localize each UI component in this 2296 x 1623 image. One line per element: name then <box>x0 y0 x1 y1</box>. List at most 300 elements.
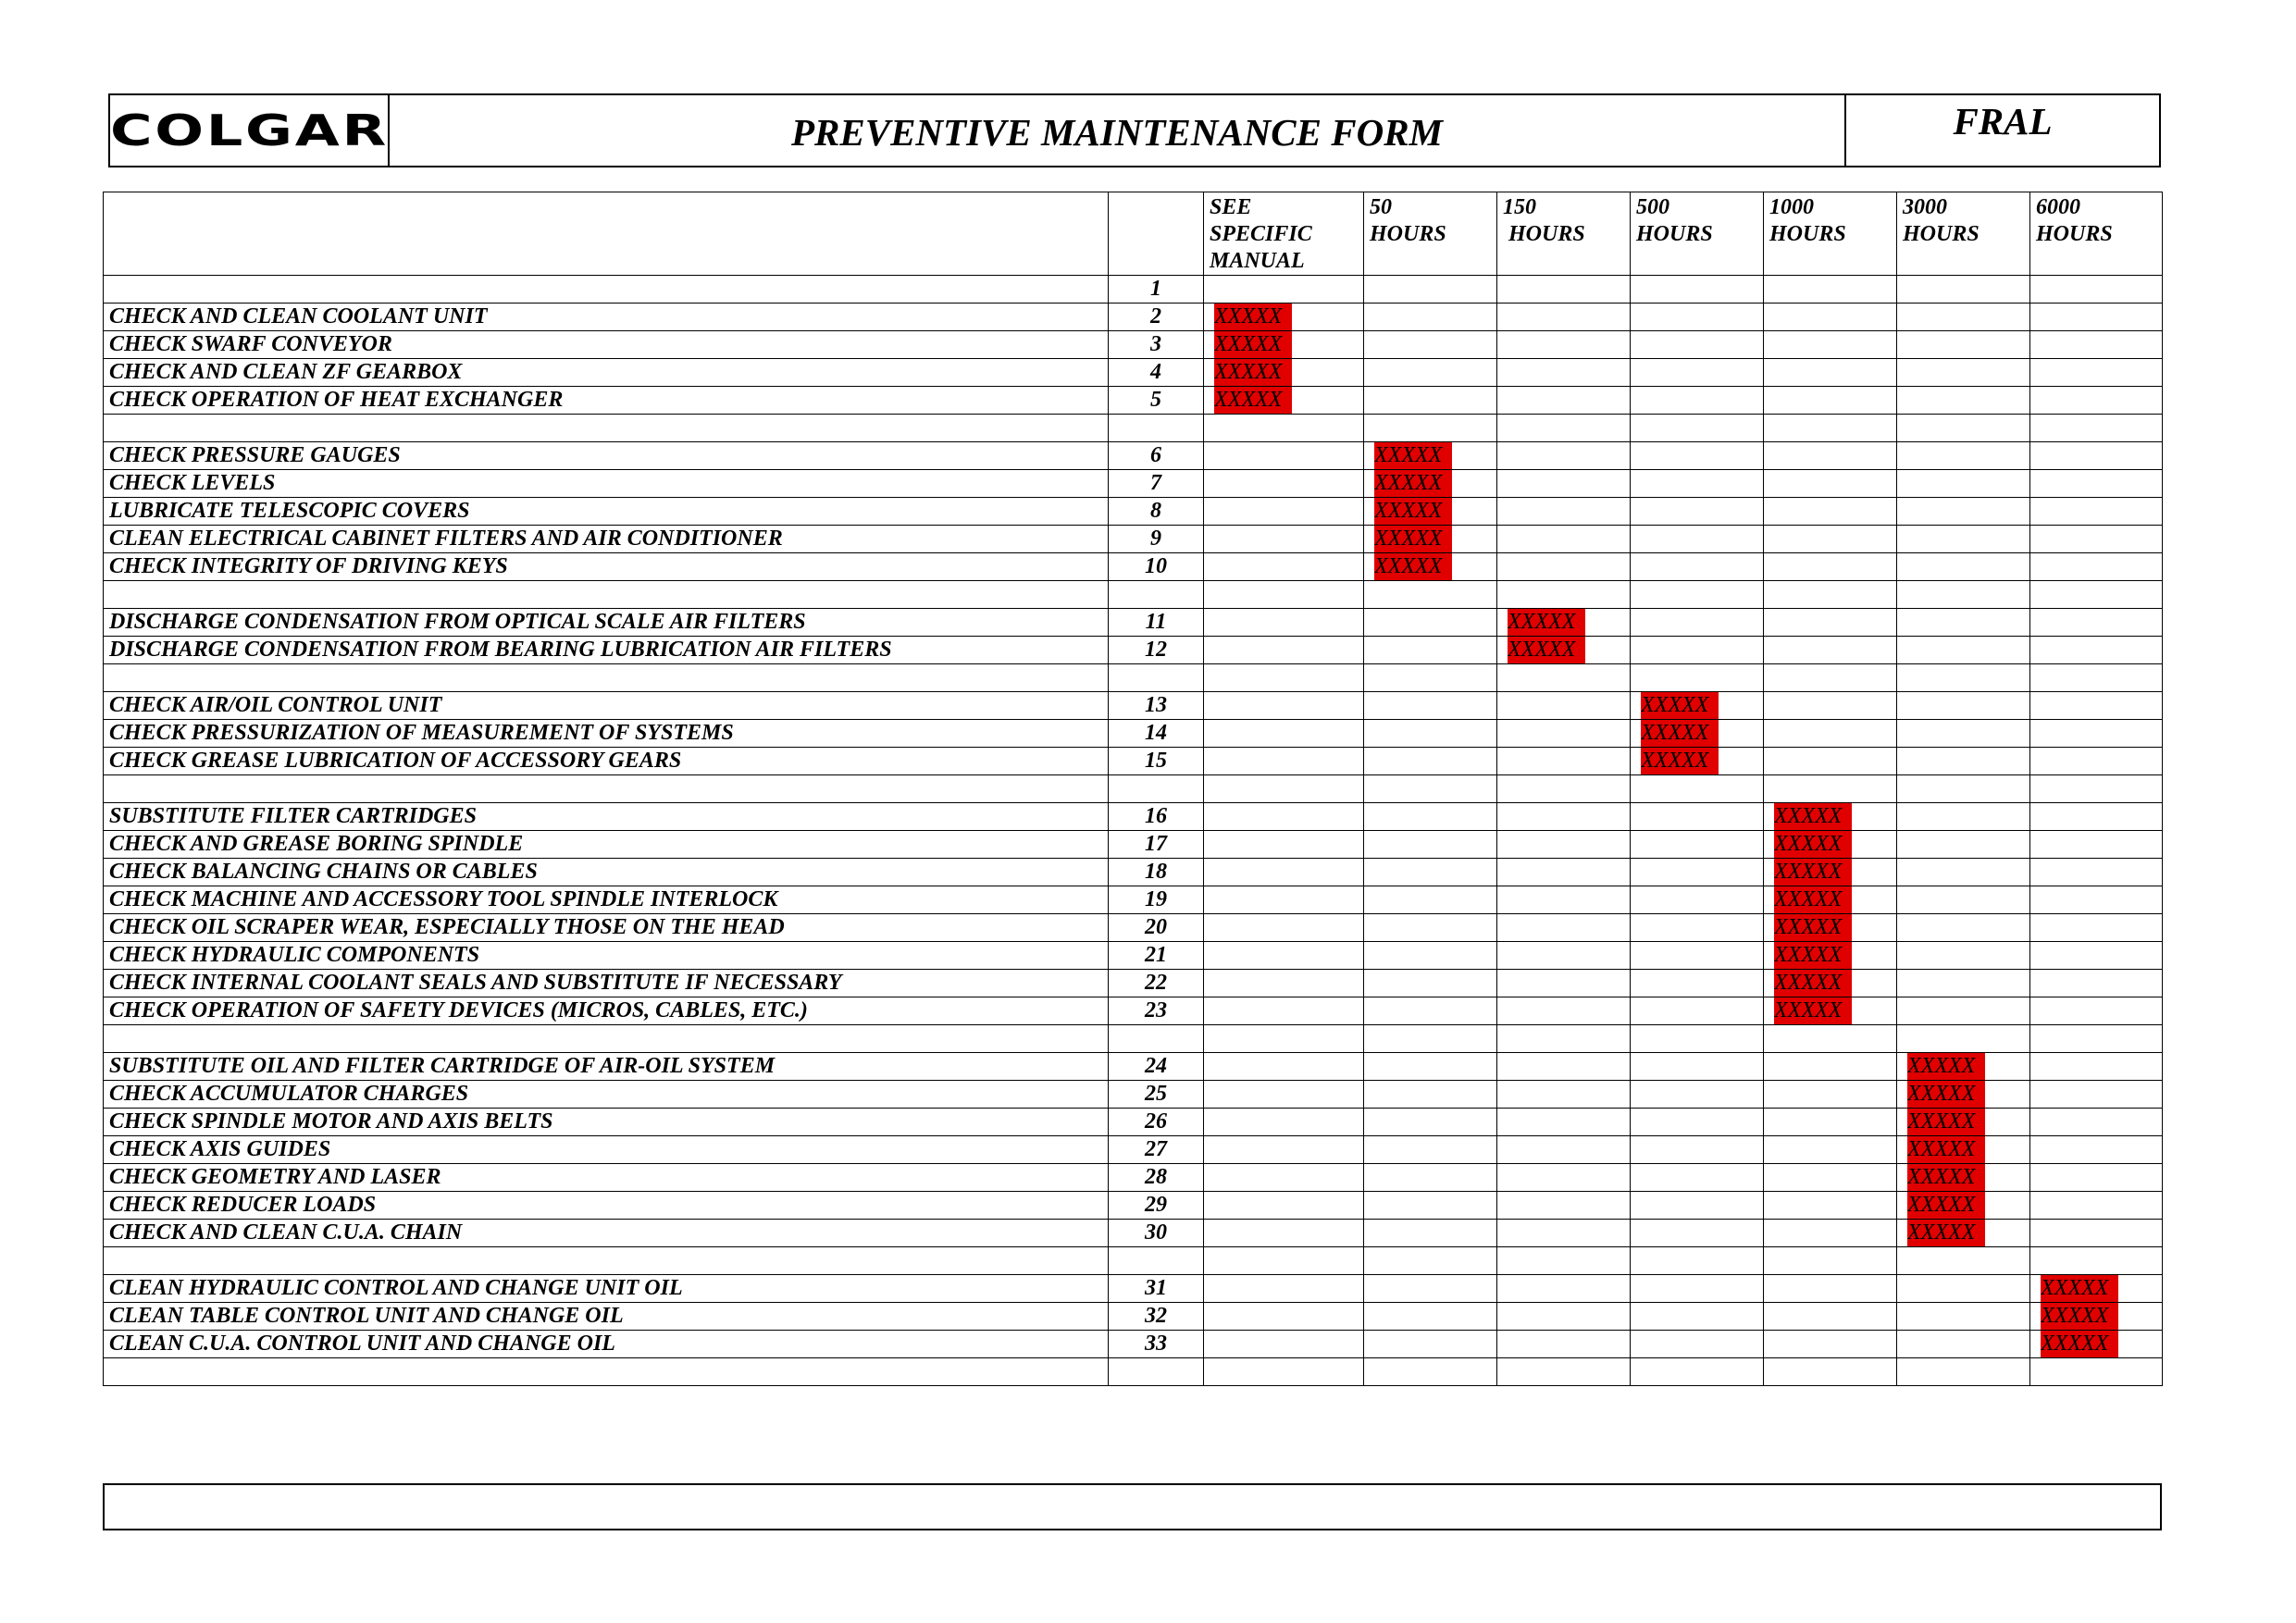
task-description: CHECK OPERATION OF HEAT EXCHANGER <box>104 387 1109 415</box>
schedule-cell <box>1764 1081 1897 1109</box>
schedule-cell <box>1204 442 1364 470</box>
schedule-cell <box>1364 803 1497 831</box>
schedule-cell <box>1204 970 1364 997</box>
schedule-cell <box>1764 997 1897 1025</box>
schedule-cell <box>2030 1136 2163 1164</box>
schedule-cell <box>1631 803 1764 831</box>
schedule-cell <box>1897 970 2030 997</box>
task-number: 20 <box>1109 914 1204 942</box>
schedule-cell <box>1897 442 2030 470</box>
table-row <box>104 692 2163 720</box>
task-description: CHECK AND CLEAN COOLANT UNIT <box>104 304 1109 331</box>
schedule-cell <box>1631 526 1764 553</box>
task-description <box>104 1247 1109 1275</box>
schedule-cell <box>1897 1081 2030 1109</box>
schedule-cell <box>1631 415 1764 442</box>
schedule-cell <box>1631 831 1764 859</box>
schedule-cell <box>1364 637 1497 664</box>
schedule-cell <box>1897 1247 2030 1275</box>
table-row <box>104 803 2163 831</box>
task-number: 4 <box>1109 359 1204 387</box>
task-description <box>104 415 1109 442</box>
schedule-cell <box>1897 498 2030 526</box>
schedule-cell <box>1764 1303 1897 1331</box>
schedule-cell <box>1364 1081 1497 1109</box>
schedule-cell <box>2030 831 2163 859</box>
schedule-cell <box>1764 526 1897 553</box>
schedule-cell <box>1497 1303 1631 1331</box>
schedule-cell <box>1764 831 1897 859</box>
schedule-cell <box>1364 1164 1497 1192</box>
task-number <box>1109 664 1204 692</box>
schedule-mark: XXXXX <box>2041 1331 2118 1357</box>
schedule-cell <box>1764 609 1897 637</box>
column-header-3000h <box>1897 192 2030 276</box>
task-number: 3 <box>1109 331 1204 359</box>
schedule-cell <box>1497 304 1631 331</box>
schedule-cell <box>2030 442 2163 470</box>
task-number: 31 <box>1109 1275 1204 1303</box>
schedule-cell <box>1631 359 1764 387</box>
schedule-cell <box>1364 942 1497 970</box>
schedule-mark: XXXXX <box>1214 331 1292 358</box>
schedule-cell <box>1204 859 1364 886</box>
schedule-cell <box>2030 942 2163 970</box>
task-number: 16 <box>1109 803 1204 831</box>
task-description: DISCHARGE CONDENSATION FROM OPTICAL SCALE AIR FILTERS <box>104 609 1109 637</box>
task-number: 21 <box>1109 942 1204 970</box>
schedule-cell <box>1497 498 1631 526</box>
table-row <box>104 1109 2163 1136</box>
task-number: 23 <box>1109 997 1204 1025</box>
schedule-mark: XXXXX <box>1374 470 1452 497</box>
schedule-cell <box>1897 637 2030 664</box>
schedule-cell <box>1631 1109 1764 1136</box>
schedule-cell <box>1764 359 1897 387</box>
schedule-cell <box>1631 1025 1764 1053</box>
schedule-cell <box>1631 1220 1764 1247</box>
schedule-cell <box>1897 470 2030 498</box>
schedule-cell <box>2030 970 2163 997</box>
schedule-cell <box>1204 775 1364 803</box>
schedule-cell <box>1364 886 1497 914</box>
task-number <box>1109 775 1204 803</box>
schedule-cell <box>1897 415 2030 442</box>
task-description: CHECK AND CLEAN ZF GEARBOX <box>104 359 1109 387</box>
task-number: 25 <box>1109 1081 1204 1109</box>
schedule-cell <box>1764 1247 1897 1275</box>
schedule-cell <box>2030 331 2163 359</box>
task-description: CLEAN TABLE CONTROL UNIT AND CHANGE OIL <box>104 1303 1109 1331</box>
schedule-cell <box>1897 859 2030 886</box>
task-description: CHECK INTERNAL COOLANT SEALS AND SUBSTITUTE IF NECESSARY <box>104 970 1109 997</box>
schedule-cell <box>1364 1331 1497 1358</box>
schedule-cell <box>1764 1136 1897 1164</box>
schedule-cell <box>1204 692 1364 720</box>
spacer-row <box>104 1358 2163 1386</box>
schedule-cell <box>1631 1247 1764 1275</box>
schedule-cell <box>2030 359 2163 387</box>
schedule-cell <box>1897 775 2030 803</box>
column-header-line: 150 <box>1503 195 1536 219</box>
schedule-cell <box>1364 748 1497 775</box>
schedule-cell <box>1497 387 1631 415</box>
table-row <box>104 1053 2163 1081</box>
task-description: CHECK ACCUMULATOR CHARGES <box>104 1081 1109 1109</box>
schedule-cell <box>1204 1109 1364 1136</box>
schedule-cell <box>1364 1275 1497 1303</box>
schedule-cell <box>1364 415 1497 442</box>
schedule-cell <box>1764 886 1897 914</box>
column-header-line: 6000 <box>2036 195 2080 219</box>
table-row <box>104 442 2163 470</box>
schedule-cell <box>1364 859 1497 886</box>
table-row <box>104 831 2163 859</box>
task-number: 19 <box>1109 886 1204 914</box>
schedule-cell <box>1897 803 2030 831</box>
task-description: DISCHARGE CONDENSATION FROM BEARING LUBRICATION AIR FILTERS <box>104 637 1109 664</box>
schedule-cell <box>1897 359 2030 387</box>
schedule-mark: XXXXX <box>1374 498 1452 525</box>
schedule-cell <box>1364 775 1497 803</box>
schedule-cell <box>1631 886 1764 914</box>
schedule-cell <box>1897 831 2030 859</box>
title-cell <box>390 95 1844 166</box>
schedule-mark: XXXXX <box>1774 970 1852 997</box>
schedule-cell <box>1897 1192 2030 1220</box>
schedule-cell <box>1364 581 1497 609</box>
schedule-cell <box>1364 498 1497 526</box>
column-header-1000h <box>1764 192 1897 276</box>
schedule-cell <box>1364 331 1497 359</box>
table-row <box>104 748 2163 775</box>
schedule-cell <box>1497 1053 1631 1081</box>
task-description <box>104 1025 1109 1053</box>
schedule-cell <box>2030 1192 2163 1220</box>
task-number: 2 <box>1109 304 1204 331</box>
number-header <box>1109 192 1204 276</box>
schedule-cell <box>1364 831 1497 859</box>
table-row <box>104 720 2163 748</box>
table-row <box>104 1220 2163 1247</box>
schedule-cell <box>1497 1109 1631 1136</box>
schedule-cell <box>1364 1136 1497 1164</box>
task-description: CHECK PRESSURE GAUGES <box>104 442 1109 470</box>
schedule-mark: XXXXX <box>2041 1275 2118 1302</box>
schedule-mark: XXXXX <box>1907 1220 1985 1246</box>
schedule-cell <box>2030 498 2163 526</box>
schedule-mark: XXXXX <box>1641 692 1719 719</box>
task-number <box>1109 1025 1204 1053</box>
schedule-cell <box>1764 637 1897 664</box>
column-header-150h <box>1497 192 1631 276</box>
schedule-cell <box>1897 1164 2030 1192</box>
schedule-cell <box>1764 1275 1897 1303</box>
schedule-cell <box>2030 692 2163 720</box>
table-row <box>104 1136 2163 1164</box>
schedule-cell <box>1631 720 1764 748</box>
footer-box <box>103 1483 2162 1530</box>
schedule-cell <box>1204 1192 1364 1220</box>
schedule-cell <box>1631 1358 1764 1386</box>
logo-cell <box>110 95 390 166</box>
task-number: 6 <box>1109 442 1204 470</box>
schedule-cell <box>1764 1025 1897 1053</box>
schedule-cell <box>2030 1109 2163 1136</box>
schedule-cell <box>1364 1053 1497 1081</box>
schedule-cell <box>1897 387 2030 415</box>
task-description: CHECK PRESSURIZATION OF MEASUREMENT OF SYSTEMS <box>104 720 1109 748</box>
schedule-cell <box>1631 664 1764 692</box>
schedule-cell <box>1631 581 1764 609</box>
schedule-cell <box>1204 581 1364 609</box>
schedule-cell <box>1364 914 1497 942</box>
schedule-cell <box>1897 1275 2030 1303</box>
schedule-cell <box>1764 692 1897 720</box>
schedule-cell <box>2030 553 2163 581</box>
schedule-cell <box>1631 775 1764 803</box>
table-row <box>104 637 2163 664</box>
schedule-cell <box>1897 304 2030 331</box>
table-row <box>104 304 2163 331</box>
schedule-mark: XXXXX <box>1774 997 1852 1024</box>
schedule-cell <box>1204 609 1364 637</box>
schedule-cell <box>1897 1025 2030 1053</box>
column-header-line: HOURS <box>1370 222 1446 246</box>
schedule-cell <box>1631 1303 1764 1331</box>
task-description: CHECK BALANCING CHAINS OR CABLES <box>104 859 1109 886</box>
schedule-cell <box>1764 1220 1897 1247</box>
schedule-cell <box>2030 1358 2163 1386</box>
task-rows <box>104 276 2163 1386</box>
schedule-mark: XXXXX <box>1907 1136 1985 1163</box>
column-header-line: HOURS <box>1503 222 1585 246</box>
schedule-cell <box>1631 1053 1764 1081</box>
schedule-cell <box>1897 1303 2030 1331</box>
schedule-cell <box>1631 387 1764 415</box>
schedule-cell <box>1204 498 1364 526</box>
spacer-row <box>104 276 2163 304</box>
schedule-cell <box>1631 1192 1764 1220</box>
schedule-mark: XXXXX <box>1374 553 1452 580</box>
column-header-line: HOURS <box>1903 222 1980 246</box>
schedule-cell <box>1364 1220 1497 1247</box>
task-number: 30 <box>1109 1220 1204 1247</box>
schedule-cell <box>1497 526 1631 553</box>
schedule-cell <box>1497 1358 1631 1386</box>
schedule-cell <box>1364 1192 1497 1220</box>
schedule-cell <box>2030 1053 2163 1081</box>
task-description: CHECK SPINDLE MOTOR AND AXIS BELTS <box>104 1109 1109 1136</box>
schedule-cell <box>1497 415 1631 442</box>
schedule-cell <box>1497 1025 1631 1053</box>
schedule-cell <box>1631 859 1764 886</box>
schedule-cell <box>2030 664 2163 692</box>
task-description: SUBSTITUTE OIL AND FILTER CARTRIDGE OF AIR-OIL SYSTEM <box>104 1053 1109 1081</box>
schedule-cell <box>1631 1081 1764 1109</box>
schedule-cell <box>1764 387 1897 415</box>
schedule-cell <box>2030 387 2163 415</box>
schedule-mark: XXXXX <box>1907 1109 1985 1135</box>
task-number <box>1109 1247 1204 1275</box>
schedule-cell <box>1497 942 1631 970</box>
column-header-6000h <box>2030 192 2163 276</box>
schedule-cell <box>1204 359 1364 387</box>
schedule-cell <box>1897 1220 2030 1247</box>
schedule-cell <box>1364 442 1497 470</box>
schedule-cell <box>2030 304 2163 331</box>
task-description: CHECK GEOMETRY AND LASER <box>104 1164 1109 1192</box>
schedule-cell <box>1497 470 1631 498</box>
spacer-row <box>104 775 2163 803</box>
schedule-mark: XXXXX <box>1907 1164 1985 1191</box>
schedule-cell <box>1204 1331 1364 1358</box>
schedule-cell <box>1364 304 1497 331</box>
schedule-cell <box>1897 581 2030 609</box>
task-number: 12 <box>1109 637 1204 664</box>
form-header <box>108 93 2161 167</box>
schedule-cell <box>1204 1220 1364 1247</box>
schedule-mark: XXXXX <box>1907 1081 1985 1108</box>
schedule-cell <box>1764 442 1897 470</box>
schedule-cell <box>1497 775 1631 803</box>
maintenance-table <box>103 192 2163 1386</box>
schedule-cell <box>2030 637 2163 664</box>
column-header-50h <box>1364 192 1497 276</box>
schedule-cell <box>1897 664 2030 692</box>
schedule-cell <box>1204 276 1364 304</box>
schedule-cell <box>2030 415 2163 442</box>
schedule-cell <box>1364 720 1497 748</box>
task-description: CHECK HYDRAULIC COMPONENTS <box>104 942 1109 970</box>
schedule-mark: XXXXX <box>1907 1192 1985 1219</box>
task-number: 17 <box>1109 831 1204 859</box>
schedule-cell <box>1897 1331 2030 1358</box>
schedule-cell <box>1497 803 1631 831</box>
schedule-mark: XXXXX <box>1641 748 1719 774</box>
task-number: 14 <box>1109 720 1204 748</box>
schedule-cell <box>1497 831 1631 859</box>
schedule-cell <box>1204 997 1364 1025</box>
schedule-cell <box>1764 748 1897 775</box>
schedule-cell <box>1497 720 1631 748</box>
schedule-cell <box>1631 1331 1764 1358</box>
table-row <box>104 1331 2163 1358</box>
schedule-cell <box>2030 1025 2163 1053</box>
schedule-mark: XXXXX <box>1374 442 1452 469</box>
task-description: CHECK AND GREASE BORING SPINDLE <box>104 831 1109 859</box>
task-description: CLEAN HYDRAULIC CONTROL AND CHANGE UNIT OIL <box>104 1275 1109 1303</box>
schedule-cell <box>2030 775 2163 803</box>
schedule-cell <box>1897 1136 2030 1164</box>
schedule-cell <box>1764 304 1897 331</box>
task-description: SUBSTITUTE FILTER CARTRIDGES <box>104 803 1109 831</box>
schedule-cell <box>2030 1331 2163 1358</box>
schedule-mark: XXXXX <box>1214 387 1292 414</box>
schedule-cell <box>1631 470 1764 498</box>
schedule-cell <box>1364 609 1497 637</box>
schedule-cell <box>1204 748 1364 775</box>
task-description: CHECK OIL SCRAPER WEAR, ESPECIALLY THOSE ON THE HEAD <box>104 914 1109 942</box>
task-description: CHECK INTEGRITY OF DRIVING KEYS <box>104 553 1109 581</box>
schedule-cell <box>1631 498 1764 526</box>
schedule-cell <box>1764 498 1897 526</box>
schedule-cell <box>1204 1358 1364 1386</box>
schedule-cell <box>1204 1053 1364 1081</box>
schedule-cell <box>1897 692 2030 720</box>
schedule-cell <box>1764 276 1897 304</box>
schedule-cell <box>1897 914 2030 942</box>
schedule-cell <box>2030 581 2163 609</box>
schedule-cell <box>1764 1164 1897 1192</box>
schedule-cell <box>1897 609 2030 637</box>
schedule-mark: XXXXX <box>1774 803 1852 830</box>
schedule-mark: XXXXX <box>1907 1053 1985 1080</box>
schedule-cell <box>1631 748 1764 775</box>
schedule-cell <box>1204 1136 1364 1164</box>
schedule-mark: XXXXX <box>1641 720 1719 747</box>
schedule-cell <box>1897 1358 2030 1386</box>
schedule-cell <box>1631 914 1764 942</box>
schedule-cell <box>1497 1164 1631 1192</box>
schedule-cell <box>1364 1247 1497 1275</box>
schedule-cell <box>1497 886 1631 914</box>
task-number: 29 <box>1109 1192 1204 1220</box>
schedule-cell <box>1497 331 1631 359</box>
task-description: CHECK AIR/OIL CONTROL UNIT <box>104 692 1109 720</box>
schedule-mark: XXXXX <box>1774 942 1852 969</box>
schedule-cell <box>1364 526 1497 553</box>
schedule-mark: XXXXX <box>2041 1303 2118 1330</box>
schedule-cell <box>2030 609 2163 637</box>
schedule-cell <box>1364 1025 1497 1053</box>
table-row <box>104 997 2163 1025</box>
task-description <box>104 1358 1109 1386</box>
task-number: 5 <box>1109 387 1204 415</box>
schedule-cell <box>1204 942 1364 970</box>
colgar-logo: COLGAR <box>109 105 389 155</box>
task-number: 24 <box>1109 1053 1204 1081</box>
column-header-line: 3000 <box>1903 195 1947 219</box>
schedule-cell <box>1897 942 2030 970</box>
table-row <box>104 331 2163 359</box>
schedule-cell <box>2030 859 2163 886</box>
schedule-cell <box>2030 1081 2163 1109</box>
task-number: 33 <box>1109 1331 1204 1358</box>
schedule-cell <box>2030 886 2163 914</box>
schedule-cell <box>1364 1358 1497 1386</box>
schedule-cell <box>1204 553 1364 581</box>
schedule-cell <box>1764 581 1897 609</box>
task-description <box>104 276 1109 304</box>
schedule-cell <box>1764 1109 1897 1136</box>
task-description: CLEAN C.U.A. CONTROL UNIT AND CHANGE OIL <box>104 1331 1109 1358</box>
task-description <box>104 775 1109 803</box>
schedule-cell <box>1497 1220 1631 1247</box>
task-number: 15 <box>1109 748 1204 775</box>
column-header-manual <box>1204 192 1364 276</box>
schedule-cell <box>1897 886 2030 914</box>
schedule-cell <box>2030 720 2163 748</box>
table-row <box>104 1081 2163 1109</box>
table-row <box>104 914 2163 942</box>
column-header-line: SPECIFIC <box>1210 222 1312 246</box>
table-row <box>104 1192 2163 1220</box>
schedule-cell <box>1204 1247 1364 1275</box>
schedule-cell <box>1497 1081 1631 1109</box>
schedule-cell <box>1204 1164 1364 1192</box>
schedule-cell <box>1897 1109 2030 1136</box>
